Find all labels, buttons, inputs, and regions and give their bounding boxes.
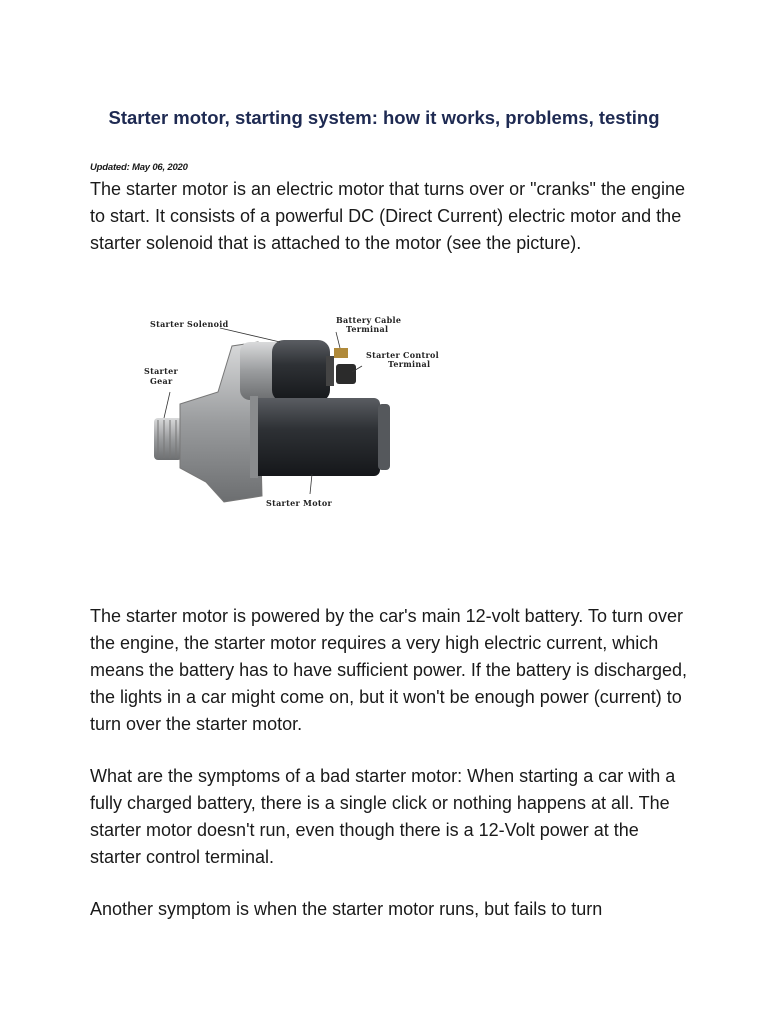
updated-date: Updated: May 06, 2020 <box>90 162 188 173</box>
label-starter-control: Starter Control <box>366 350 439 360</box>
label-starter-gear-2: Gear <box>150 376 173 386</box>
label-battery-cable: Battery Cable <box>336 315 402 325</box>
paragraph-another-symptom: Another symptom is when the starter motor runs, but fails to turn <box>90 899 603 919</box>
starter-motor-icon <box>250 396 390 478</box>
label-starter-solenoid: Starter Solenoid <box>150 319 229 329</box>
starter-gear-icon <box>154 418 182 460</box>
label-control-terminal: Terminal <box>388 359 431 369</box>
starter-solenoid-icon <box>240 340 356 402</box>
article-title: Starter motor, starting system: how it works, problems, testing <box>108 107 660 128</box>
starter-motor-diagram <box>140 306 470 516</box>
paragraph-symptoms: What are the symptoms of a bad starter motor: When starting a car with a fully charged battery, there is a single click or nothing happens at all. The starter motor doesn't run, even though there is a 12-Volt power at the starter control terminal. <box>90 766 676 867</box>
paragraph-intro: The starter motor is an electric motor that turns over or "cranks" the engine to start. It consists of a powerful DC (Direct Current) electric motor and the starter solenoid that is attached to the motor (see the picture). <box>90 179 686 253</box>
paragraph-battery: The starter motor is powered by the car's main 12-volt battery. To turn over the engine, the starter motor requires a very high electric current, which means the battery has to have sufficient power. If the battery is discharged, the lights in a car might come on, but it won't be enough power (current) to turn over the starter motor. <box>90 606 688 734</box>
label-starter-motor: Starter Motor <box>266 498 332 508</box>
label-battery-terminal: Terminal <box>346 324 389 334</box>
label-starter-gear-1: Starter <box>144 366 178 376</box>
